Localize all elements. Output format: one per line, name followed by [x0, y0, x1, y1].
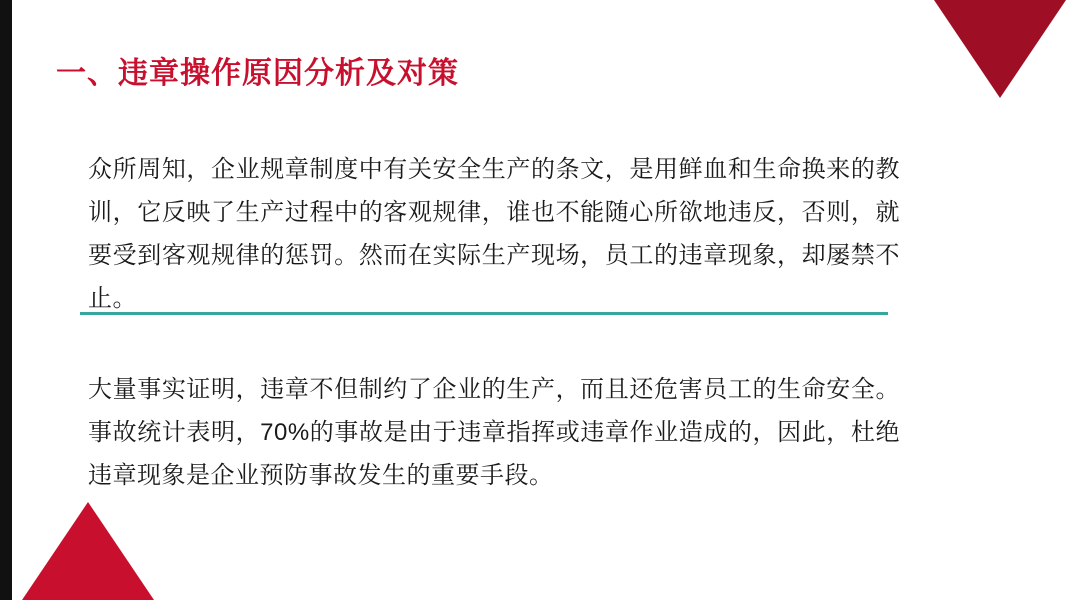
bottom-left-triangle-decoration: [22, 502, 154, 600]
body-paragraph-1: 众所周知，企业规章制度中有关安全生产的条文，是用鲜血和生命换来的教训，它反映了生产过程中的客观规律，谁也不能随心所欲地违反，否则，就要受到客观规律的惩罚。然而在实际生产现场，员工的违章现象，却屡禁不止。: [88, 156, 900, 312]
left-accent-bar: [0, 0, 12, 600]
section-divider: [80, 312, 888, 315]
body-paragraph-2: 大量事实证明，违章不但制约了企业的生产，而且还危害员工的生命安全。事故统计表明，70%的事故是由于违章指挥或违章作业造成的，因此，杜绝违章现象是企业预防事故发生的重要手段。: [88, 376, 900, 489]
slide-title: 一、违章操作原因分析及对策: [56, 57, 459, 91]
top-right-triangle-decoration: [934, 0, 1066, 98]
